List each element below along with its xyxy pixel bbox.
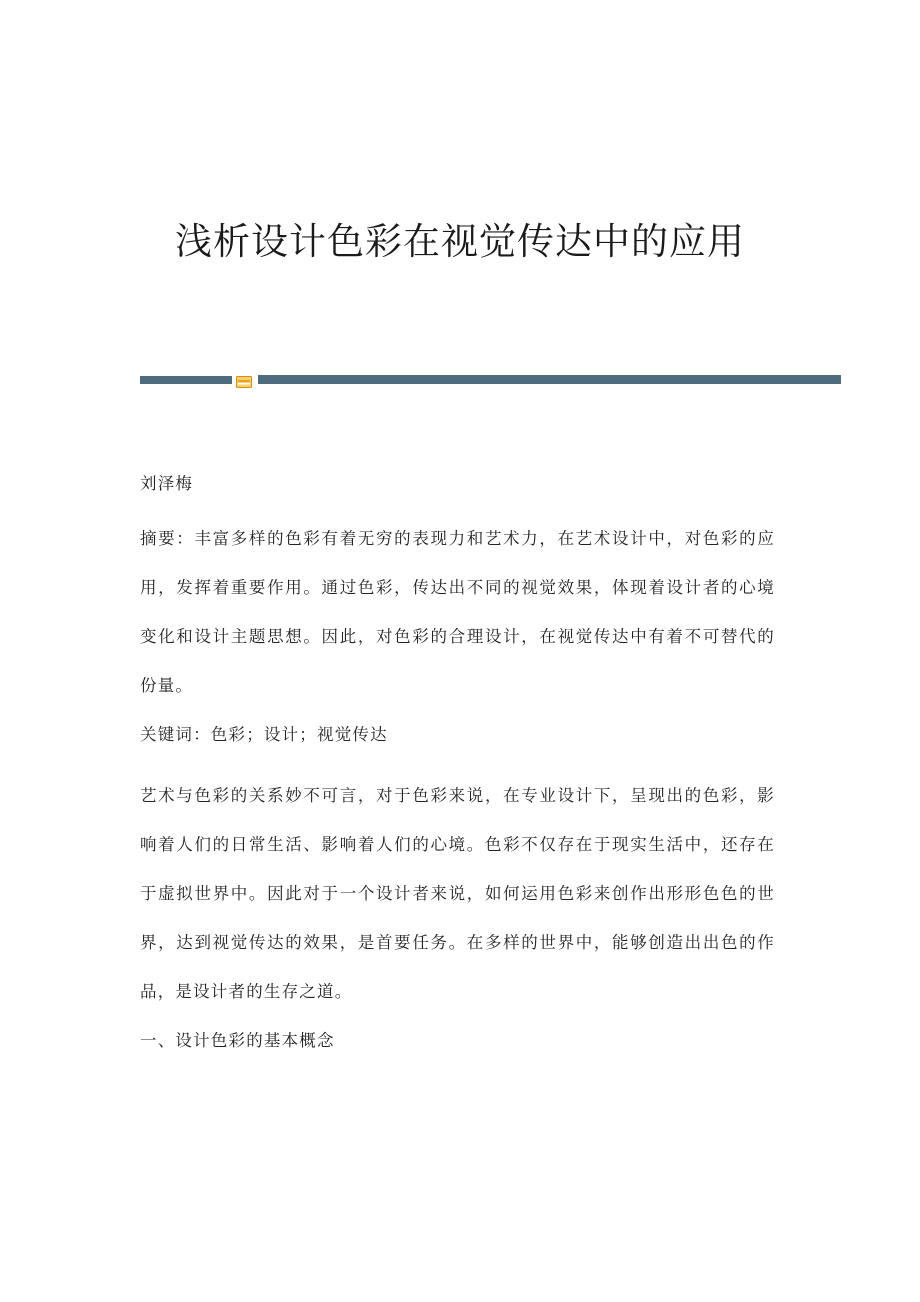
divider-bar-right: [258, 375, 841, 384]
keywords-line: 关键词：色彩；设计；视觉传达: [140, 725, 388, 744]
title-divider: [140, 375, 841, 385]
section-heading: 一、设计色彩的基本概念: [140, 1031, 335, 1050]
folder-icon: [236, 373, 252, 385]
intro-paragraph: 艺术与色彩的关系妙不可言，对于色彩来说，在专业设计下，呈现出的色彩，影响着人们的日常生活、影响着人们的心境。色彩不仅存在于现实生活中，还存在于虚拟世界中。因此对于一个设计者来说，如何运用色彩来创作出形形色色的世界，达到视觉传达的效果，是首要任务。在多样的世界中，能够创造出出色的作品，是设计者的生存之道。: [140, 786, 775, 1001]
document-title: 浅析设计色彩在视觉传达中的应用: [175, 220, 745, 263]
divider-bar-left: [140, 376, 232, 384]
abstract-paragraph: 摘要：丰富多样的色彩有着无穷的表现力和艺术力，在艺术设计中，对色彩的应用，发挥着重要作用。通过色彩，传达出不同的视觉效果，体现着设计者的心境变化和设计主题思想。因此，对色彩的合理设计，在视觉传达中有着不可替代的份量。: [140, 529, 775, 695]
author-name: 刘泽梅: [140, 474, 194, 493]
